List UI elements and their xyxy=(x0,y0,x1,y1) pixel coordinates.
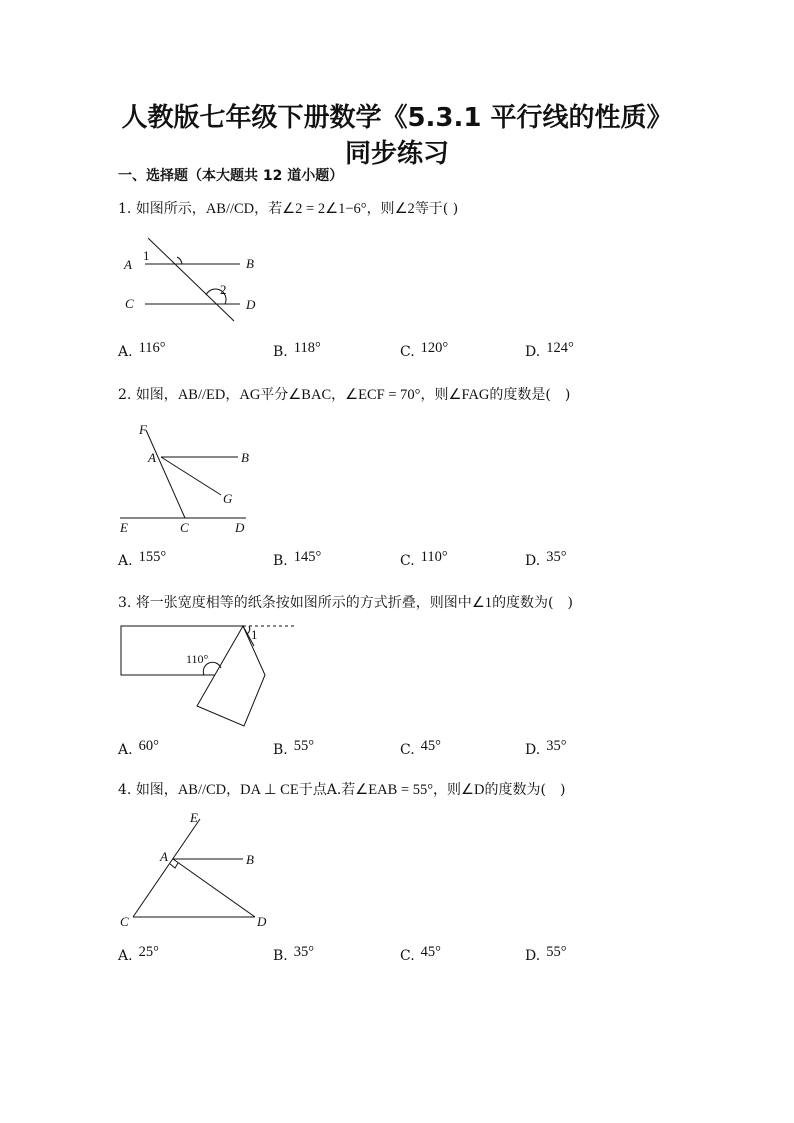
question-text: ，若 xyxy=(254,201,283,217)
question-number: 1. xyxy=(118,201,132,217)
option-b[interactable] xyxy=(273,738,315,759)
angle-1-arc xyxy=(247,626,250,634)
question-4-stem xyxy=(118,779,565,799)
math-expression: AG xyxy=(239,387,261,403)
question-text: ， xyxy=(331,387,346,403)
math-expression: ∠FAG xyxy=(448,387,490,403)
option-letter: B. xyxy=(273,553,288,569)
math-expression: ∠2 = 2∠1−6° xyxy=(282,201,367,217)
option-value: 120° xyxy=(420,340,449,356)
label-a: A xyxy=(160,849,168,864)
question-text: 平分 xyxy=(260,387,289,403)
label-e: E xyxy=(120,520,128,535)
option-a[interactable] xyxy=(118,738,159,759)
option-c[interactable] xyxy=(400,549,448,570)
label-angle-110: 110° xyxy=(186,652,209,666)
line-ce xyxy=(133,819,200,917)
label-a: A xyxy=(148,450,156,465)
option-value: 45° xyxy=(420,738,441,754)
question-2-figure xyxy=(118,420,268,540)
question-1-stem xyxy=(118,198,458,218)
angle-1-arc xyxy=(177,257,182,264)
document-title-line2: 同步练习 xyxy=(344,139,449,169)
question-number: 2. xyxy=(118,387,132,403)
question-text: 将一张宽度相等的纸条按如图所示的方式折叠，则图中 xyxy=(135,595,472,611)
question-3-stem xyxy=(118,592,573,612)
label-angle-2: 2 xyxy=(220,282,227,297)
option-c[interactable] xyxy=(400,944,441,965)
label-c: C xyxy=(120,914,129,929)
document-title-line1: 人教版七年级下册数学《5.3.1 平行线的性质》 xyxy=(121,103,673,133)
math-expression: ∠BAC xyxy=(288,387,332,403)
label-e: E xyxy=(190,810,198,825)
question-text: 于点A.若 xyxy=(298,782,356,798)
label-d: D xyxy=(257,914,267,929)
option-b[interactable] xyxy=(273,340,321,361)
transversal-line xyxy=(148,238,234,321)
option-a[interactable] xyxy=(118,944,159,965)
question-text: 如图， xyxy=(135,387,178,403)
option-letter: A. xyxy=(118,553,133,569)
question-number: 4. xyxy=(118,782,132,798)
option-letter: D. xyxy=(525,742,541,758)
option-a[interactable] xyxy=(118,549,167,570)
label-b: B xyxy=(246,852,254,867)
math-expression: AB//CD xyxy=(205,201,255,217)
option-letter: A. xyxy=(118,948,133,964)
option-letter: A. xyxy=(118,742,133,758)
question-text: ， xyxy=(226,782,241,798)
option-letter: C. xyxy=(400,948,415,964)
label-a: A xyxy=(124,257,132,272)
option-c[interactable] xyxy=(400,340,449,361)
math-expression: ∠D xyxy=(461,782,485,798)
option-letter: B. xyxy=(273,742,288,758)
option-letter: C. xyxy=(400,344,415,360)
question-text: ，则 xyxy=(366,201,395,217)
label-c: C xyxy=(180,520,189,535)
option-value: 155° xyxy=(138,549,167,565)
option-d[interactable] xyxy=(525,944,567,965)
math-expression: AB//ED xyxy=(177,387,226,403)
question-text: ，则 xyxy=(420,387,449,403)
option-letter: C. xyxy=(400,742,415,758)
line-ad xyxy=(173,859,255,917)
option-letter: B. xyxy=(273,948,288,964)
option-value: 35° xyxy=(546,738,567,754)
option-value: 45° xyxy=(420,944,441,960)
option-value: 25° xyxy=(138,944,159,960)
question-number: 3. xyxy=(118,595,132,611)
option-value: 118° xyxy=(293,340,321,356)
question-4-figure xyxy=(118,808,278,933)
question-text: 的度数为( ) xyxy=(492,595,573,611)
math-expression: ∠EAB = 55° xyxy=(355,782,434,798)
option-b[interactable] xyxy=(273,549,322,570)
question-text: 的度数为( ) xyxy=(484,782,566,798)
option-value: 145° xyxy=(293,549,322,565)
option-letter: A. xyxy=(118,344,133,360)
line-ag xyxy=(161,457,221,495)
option-value: 110° xyxy=(420,549,448,565)
math-expression: ∠1 xyxy=(471,595,493,611)
label-b: B xyxy=(246,256,254,271)
option-value: 35° xyxy=(293,944,315,960)
option-letter: D. xyxy=(525,948,541,964)
math-expression: ∠ECF = 70° xyxy=(345,387,421,403)
question-text: 如图所示， xyxy=(135,201,206,217)
option-letter: B. xyxy=(273,344,288,360)
option-d[interactable] xyxy=(525,549,567,570)
label-g: G xyxy=(223,491,233,506)
option-b[interactable] xyxy=(273,944,315,965)
label-f: F xyxy=(139,422,147,437)
option-letter: D. xyxy=(525,344,541,360)
label-b: B xyxy=(241,450,249,465)
question-text: 等于( ) xyxy=(414,201,459,217)
option-value: 60° xyxy=(138,738,159,754)
option-letter: C. xyxy=(400,553,415,569)
question-1-figure xyxy=(118,232,278,327)
option-a[interactable] xyxy=(118,340,166,361)
option-value: 116° xyxy=(138,340,166,356)
option-value: 55° xyxy=(293,738,315,754)
question-text: 如图， xyxy=(135,782,178,798)
math-expression: AB//CD xyxy=(177,782,227,798)
option-c[interactable] xyxy=(400,738,441,759)
option-letter: D. xyxy=(525,553,541,569)
option-d[interactable] xyxy=(525,738,567,759)
option-value: 124° xyxy=(546,340,574,356)
label-c: C xyxy=(125,296,134,311)
option-value: 55° xyxy=(546,944,567,960)
option-d[interactable] xyxy=(525,340,574,361)
line-fc xyxy=(146,430,185,518)
label-angle-1: 1 xyxy=(251,627,258,642)
section-heading: 一、选择题（本大题共 12 道小题） xyxy=(118,168,344,184)
question-2-stem xyxy=(118,384,570,404)
option-value: 35° xyxy=(546,549,567,565)
question-3-figure xyxy=(118,620,303,732)
math-expression: DA ⊥ CE xyxy=(240,782,299,798)
right-angle-mark xyxy=(170,863,178,868)
label-angle-1: 1 xyxy=(143,248,150,263)
label-d: D xyxy=(235,520,245,535)
question-text: ， xyxy=(225,387,240,403)
math-expression: ∠2 xyxy=(394,201,415,217)
question-text: ，则 xyxy=(433,782,462,798)
question-text: 的度数是( ) xyxy=(489,387,571,403)
label-d: D xyxy=(246,297,256,312)
